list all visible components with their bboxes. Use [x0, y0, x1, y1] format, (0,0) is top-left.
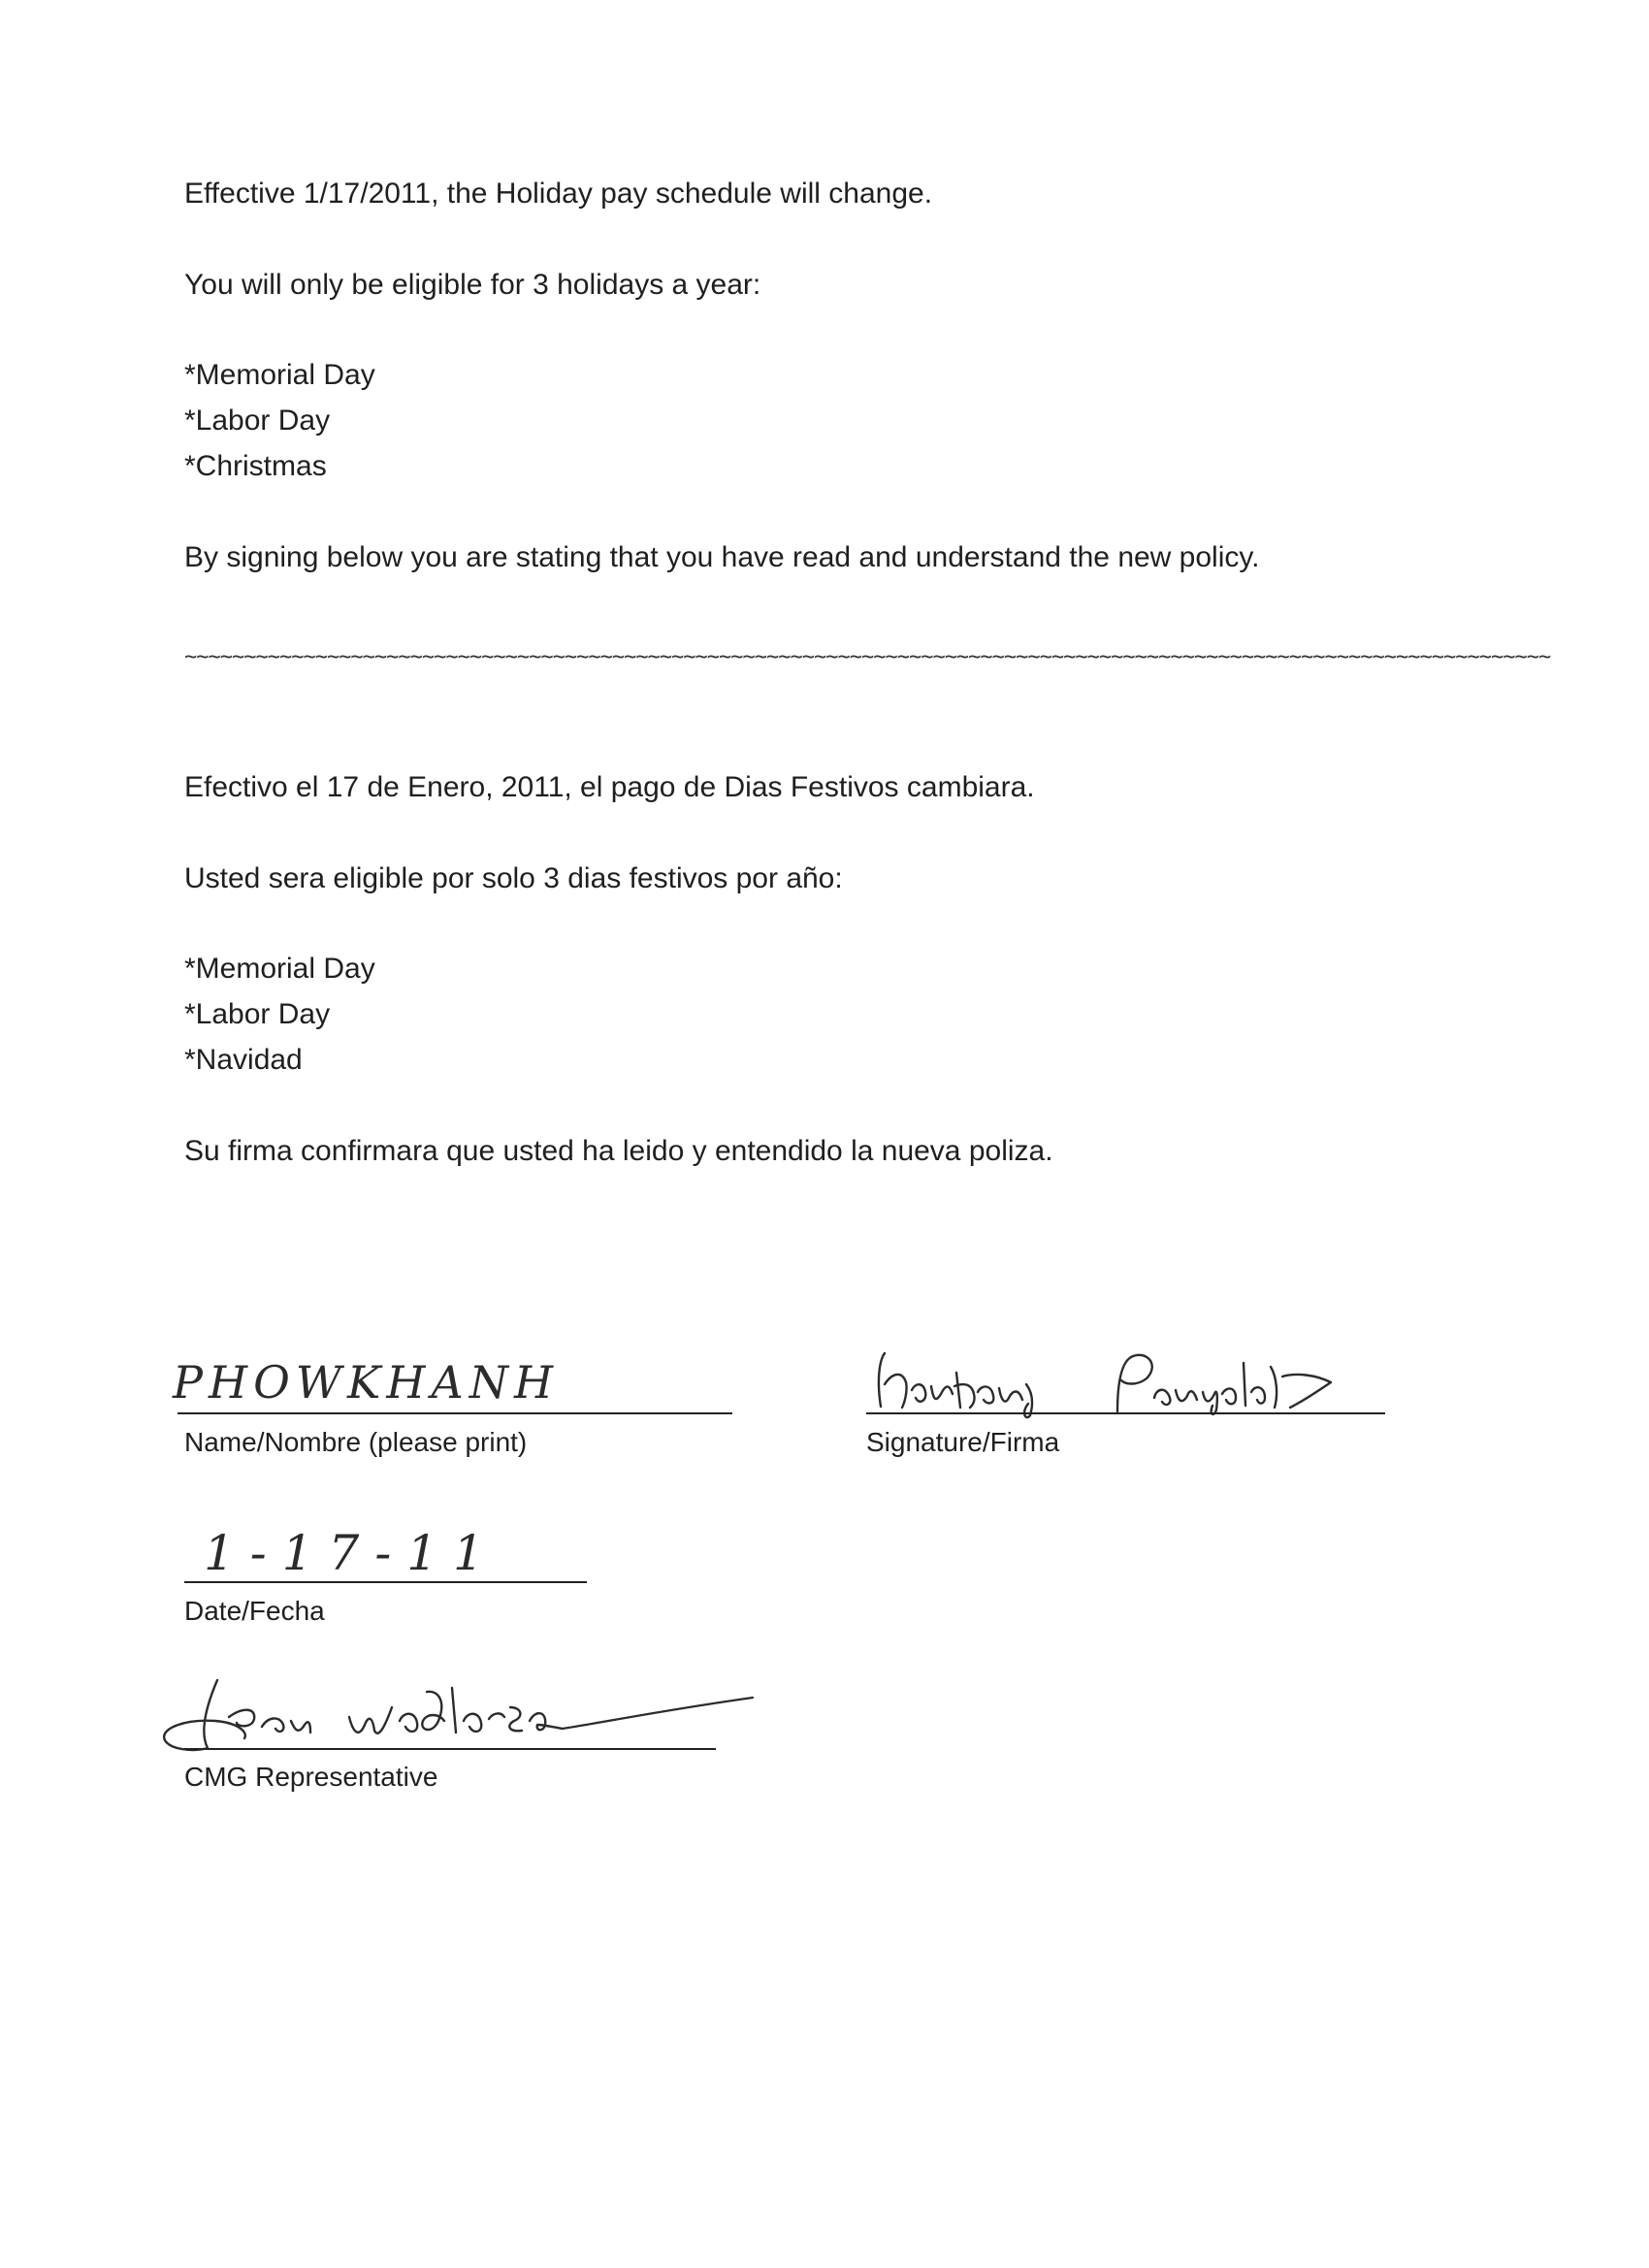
name-signature-line [178, 1412, 732, 1414]
date-handwritten-value: 1-17-11 [204, 1525, 500, 1581]
signature-line [866, 1412, 1385, 1414]
spanish-holiday-item: *Memorial Day [184, 953, 375, 985]
name-handwritten-value: PHOWKHANH [173, 1356, 560, 1409]
date-line [184, 1581, 587, 1583]
date-label: Date/Fecha [184, 1596, 325, 1626]
name-label: Name/Nombre (please print) [184, 1427, 528, 1457]
employee-signature-scribble [863, 1344, 1348, 1421]
spanish-holiday-item: *Navidad [184, 1044, 303, 1076]
spanish-eligible-line: Usted sera eligible por solo 3 dias festivos por año: [184, 862, 843, 894]
spanish-signing-line: Su firma confirmara que usted ha leido y entendido la nueva poliza. [184, 1135, 1053, 1167]
english-effective-line: Effective 1/17/2011, the Holiday pay schedule will change. [184, 178, 933, 210]
representative-signature-scribble [155, 1669, 757, 1766]
english-holiday-item: *Memorial Day [184, 359, 375, 391]
english-holiday-item: *Christmas [184, 450, 327, 482]
representative-label: CMG Representative [184, 1762, 438, 1792]
spanish-holiday-item: *Labor Day [184, 998, 331, 1030]
english-holiday-item: *Labor Day [184, 405, 331, 437]
english-eligible-line: You will only be eligible for 3 holidays a year: [184, 269, 761, 301]
section-divider: ~~~~~~~~~~~~~~~~~~~~~~~~~~~~~~~~~~~~~~~~~~~~~~~~~~~~~~~~~~~~~~~~~~~~~~~~~~~~~~~~~~~~~~~~~~~~~~~~~~~~~~~~~~~~~~~~~~~ [184, 645, 1551, 669]
spanish-effective-line: Efectivo el 17 de Enero, 2011, el pago de Dias Festivos cambiara. [184, 771, 1035, 803]
signature-label: Signature/Firma [866, 1427, 1060, 1457]
english-signing-line: By signing below you are stating that you have read and understand the new policy. [184, 541, 1260, 573]
representative-line [184, 1748, 716, 1750]
